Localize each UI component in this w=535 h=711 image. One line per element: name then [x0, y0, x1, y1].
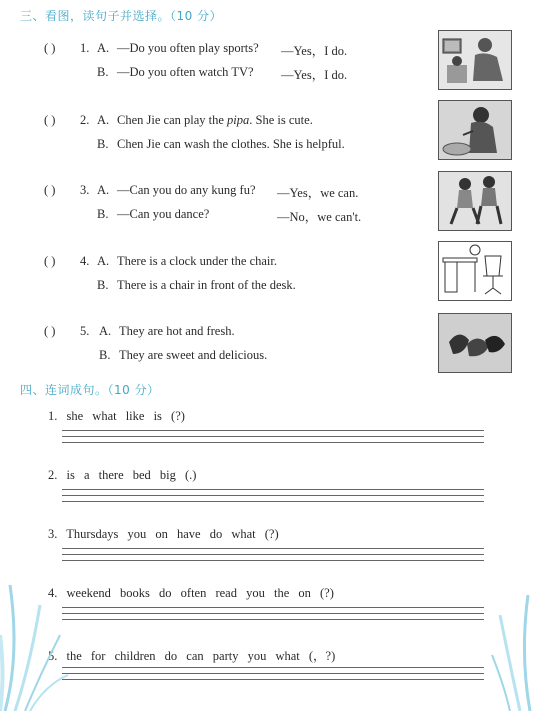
writing-lines[interactable] — [62, 489, 484, 507]
option-b-text: There is a chair in front of the desk. — [117, 278, 296, 292]
answer-blank[interactable]: ( ) — [44, 113, 56, 127]
answer-blank[interactable]: ( ) — [44, 183, 56, 197]
section-3-title: 三、看图，读句子并选择。（10 分） — [20, 9, 223, 23]
section-4-title: 四、连词成句。（10 分） — [20, 383, 160, 397]
word-list: 3. Thursdays you on have do what (?) — [48, 527, 279, 541]
option-a-text: They are hot and fresh. — [119, 324, 235, 338]
question-number: 2. — [80, 113, 90, 127]
option-a-response: —Yes，I do. — [281, 44, 348, 58]
option-b-text: —Do you often watch TV? — [117, 65, 254, 79]
option-a-text: —Do you often play sports? — [117, 41, 259, 55]
option-b-label: B. — [97, 278, 109, 292]
word-list: 5. the for children do can party you what (，?) — [48, 649, 336, 663]
question-number: 1. — [80, 41, 90, 55]
answer-blank[interactable]: ( ) — [44, 41, 56, 55]
answer-blank[interactable]: ( ) — [44, 254, 56, 268]
grass-decoration-right — [490, 585, 535, 711]
girl-washing-image — [438, 100, 512, 160]
option-b-text: Chen Jie can wash the clothes. She is helpful. — [117, 137, 345, 151]
word-list: 2. is a there bed big (.) — [48, 468, 197, 482]
option-a-label: A. — [97, 41, 110, 55]
option-b-text: —Can you dance? — [117, 207, 210, 221]
option-b-text: They are sweet and delicious. — [119, 348, 268, 362]
writing-lines[interactable] — [62, 430, 484, 448]
option-b-label: B. — [97, 137, 109, 151]
boy-watching-tv-image — [438, 30, 512, 90]
answer-blank[interactable]: ( ) — [44, 324, 56, 338]
word-list: 4. weekend books do often read you the on (?) — [48, 586, 334, 600]
option-a-text: There is a clock under the chair. — [117, 254, 277, 268]
word-list: 1. she what like is (?) — [48, 409, 185, 423]
option-b-label: B. — [97, 207, 109, 221]
option-a-text: Chen Jie can play the pipa. She is cute. — [117, 113, 313, 127]
question-number: 3. — [80, 183, 90, 197]
writing-lines[interactable] — [62, 667, 484, 685]
desk-chair-clock-image — [438, 241, 512, 301]
option-a-text: —Can you do any kung fu? — [117, 183, 256, 197]
grass-decoration-left — [0, 575, 70, 711]
question-number: 4. — [80, 254, 90, 268]
option-b-response: —No，we can't. — [277, 210, 362, 224]
option-a-response: —Yes，we can. — [277, 186, 359, 200]
writing-lines[interactable] — [62, 548, 484, 566]
option-a-label: A. — [97, 254, 110, 268]
option-b-label: B. — [97, 65, 109, 79]
peppers-image — [438, 313, 512, 373]
option-b-response: —Yes，I do. — [281, 68, 348, 82]
option-a-label: A. — [97, 113, 110, 127]
question-number: 5. — [80, 324, 90, 338]
option-a-label: A. — [99, 324, 112, 338]
option-b-label: B. — [99, 348, 111, 362]
kids-kung-fu-image — [438, 171, 512, 231]
option-a-label: A. — [97, 183, 110, 197]
writing-lines[interactable] — [62, 607, 484, 625]
